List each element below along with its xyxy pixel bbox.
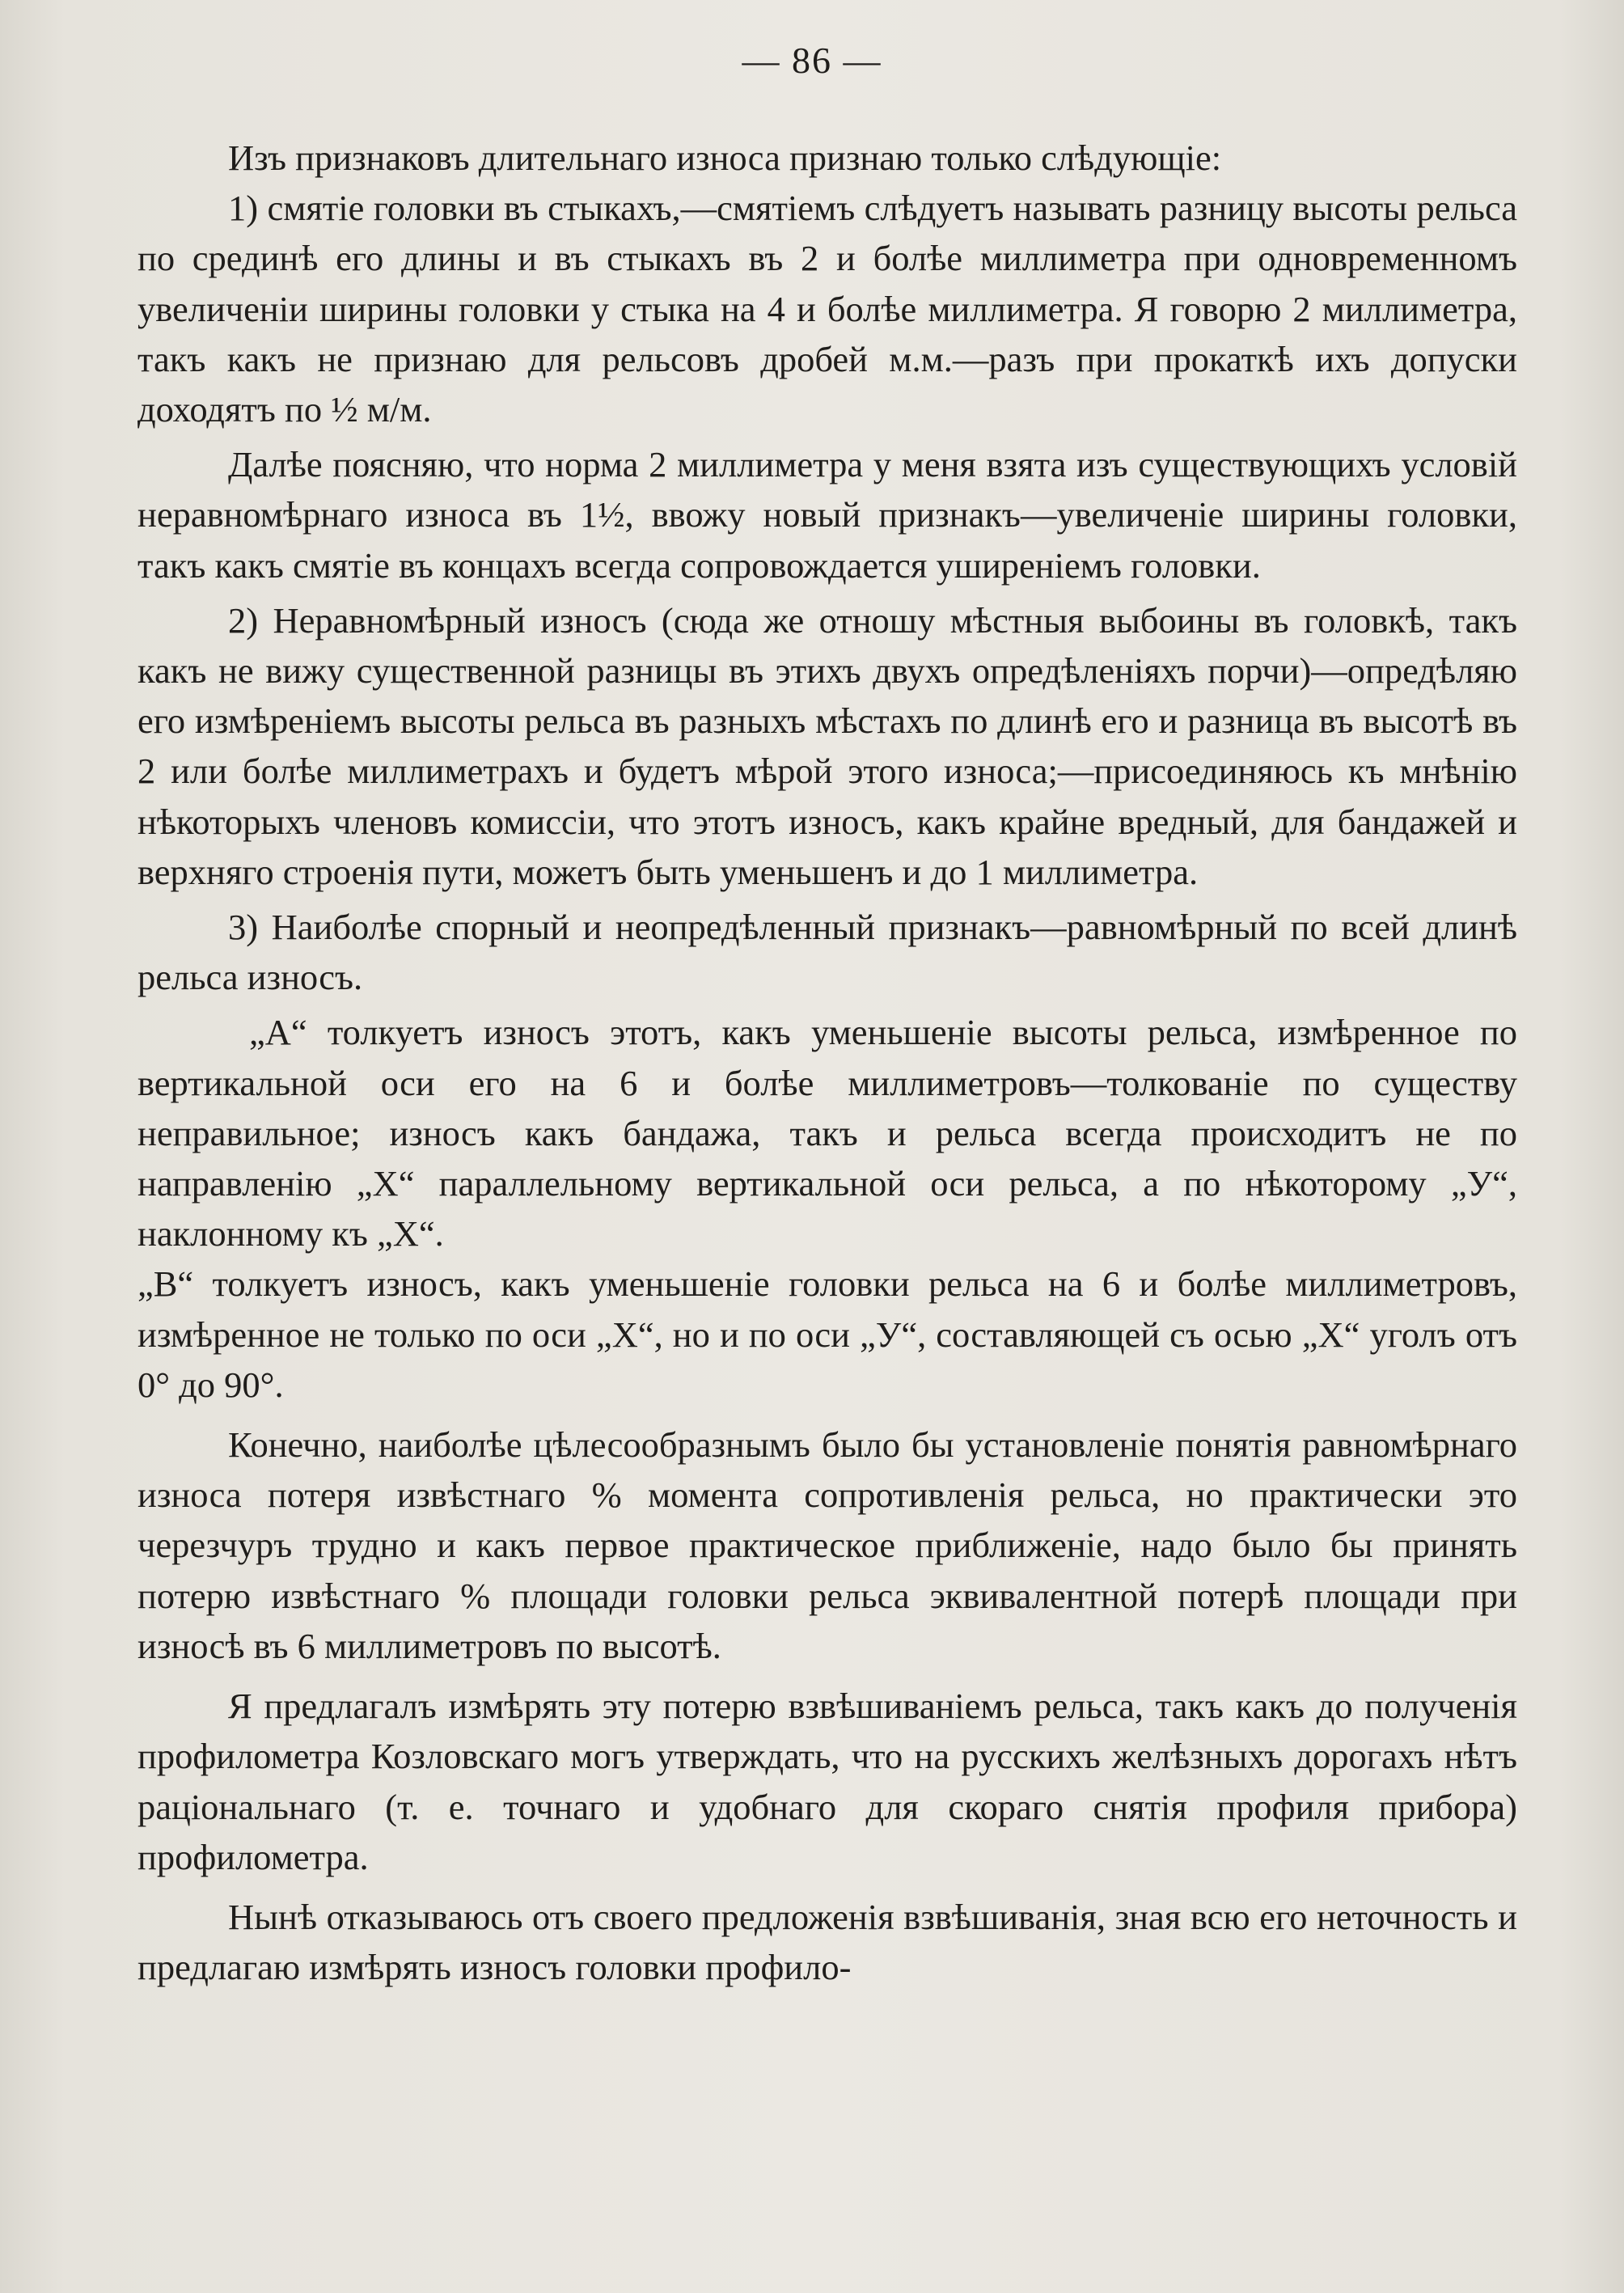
paragraph-point-2: 2) Неравномѣрный износъ (сюда же отношу мѣстныя выбоины въ головкѣ, такъ какъ не вижу существенной разницы въ этихъ двухъ опредѣленіяхъ порчи)—опредѣляю его измѣреніемъ высоты рельса въ разныхъ мѣстахъ по длинѣ его и разница въ высотѣ въ 2 или болѣе миллиметрахъ и будетъ мѣрой этого износа;—присоединяюсь къ мнѣнію нѣкоторыхъ членовъ комиссіи, что этотъ износъ, какъ крайне вредный, для бандажей и верхняго строенія пути, можетъ быть уменьшенъ и до 1 миллиметра. (137, 599, 1517, 892)
paragraph-conclusion: Конечно, наиболѣе цѣлесообразнымъ было бы установленіе понятія равномѣрнаго износа потеря извѣстнаго % момента сопротивленія рельса, но практически это черезчуръ трудно и какъ первое практическое приближеніе, надо было бы принять потерю извѣстнаго % площади головки рельса эквивалентной потерѣ площади при износѣ въ 6 миллиметровъ по высотѣ. (137, 1424, 1517, 1666)
paragraph-point-1: 1) смятіе головки въ стыкахъ,—смятіемъ слѣдуетъ называть разницу высоты рельса по срединѣ его длины и въ стыкахъ въ 2 и болѣе миллиметра при одновременномъ увеличеніи ширины головки у стыка на 4 и болѣе миллиметра. Я говорю 2 миллиметра, такъ какъ не признаю для рельсовъ дробей м.м.—разъ при прокаткѣ ихъ допуски доходятъ по ½ м/м. (137, 188, 1517, 430)
paragraph-proposal: Я предлагалъ измѣрять эту потерю взвѣшиваніемъ рельса, такъ какъ до полученія профилометра Козловскаго могъ утверждать, что на русскихъ желѣзныхъ дорогахъ нѣтъ раціональнаго (т. е. точнаго и удобнаго для скораго снятія профиля прибора) профилометра. (137, 1686, 1517, 1877)
paragraph-interpretation-a: „А“ толкуетъ износъ этотъ, какъ уменьшеніе высоты рельса, измѣренное по вертикальной оси его на 6 и болѣе миллиметровъ—толкованіе по существу неправильное; износъ какъ бандажа, такъ и рельса всегда происходитъ не по направленію „Х“ параллельному вертикальной оси рельса, а по нѣкоторому „У“, наклонному къ „Х“. (137, 1012, 1517, 1254)
paragraph-norm-explanation: Далѣе поясняю, что норма 2 миллиметра у меня взята изъ существующихъ условій неравномѣрнаго износа въ 1½, ввожу новый признакъ—увеличеніе ширины головки, такъ какъ смятіе въ концахъ всегда сопровождается уширеніемъ головки. (137, 444, 1517, 586)
paragraph-point-3: 3) Наиболѣе спорный и неопредѣленный признакъ—равномѣрный по всей длинѣ рельса износъ. (137, 907, 1517, 998)
body-text (137, 133, 1517, 1992)
paragraph-interpretation-b: „В“ толкуетъ износъ, какъ уменьшеніе головки рельса на 6 и болѣе миллиметровъ, измѣренное не только по оси „Х“, но и по оси „У“, составляющей съ осью „Х“ уголъ отъ 0° до 90°. (137, 1263, 1517, 1405)
paragraph-intro: Изъ признаковъ длительнаго износа признаю только слѣдующіе: (228, 137, 1222, 178)
page-number: — 86 — (742, 40, 882, 81)
paragraph-final: Нынѣ отказываюсь отъ своего предложенія взвѣшиванія, зная всю его неточность и предлагаю измѣрять износъ головки профило- (137, 1896, 1517, 1988)
